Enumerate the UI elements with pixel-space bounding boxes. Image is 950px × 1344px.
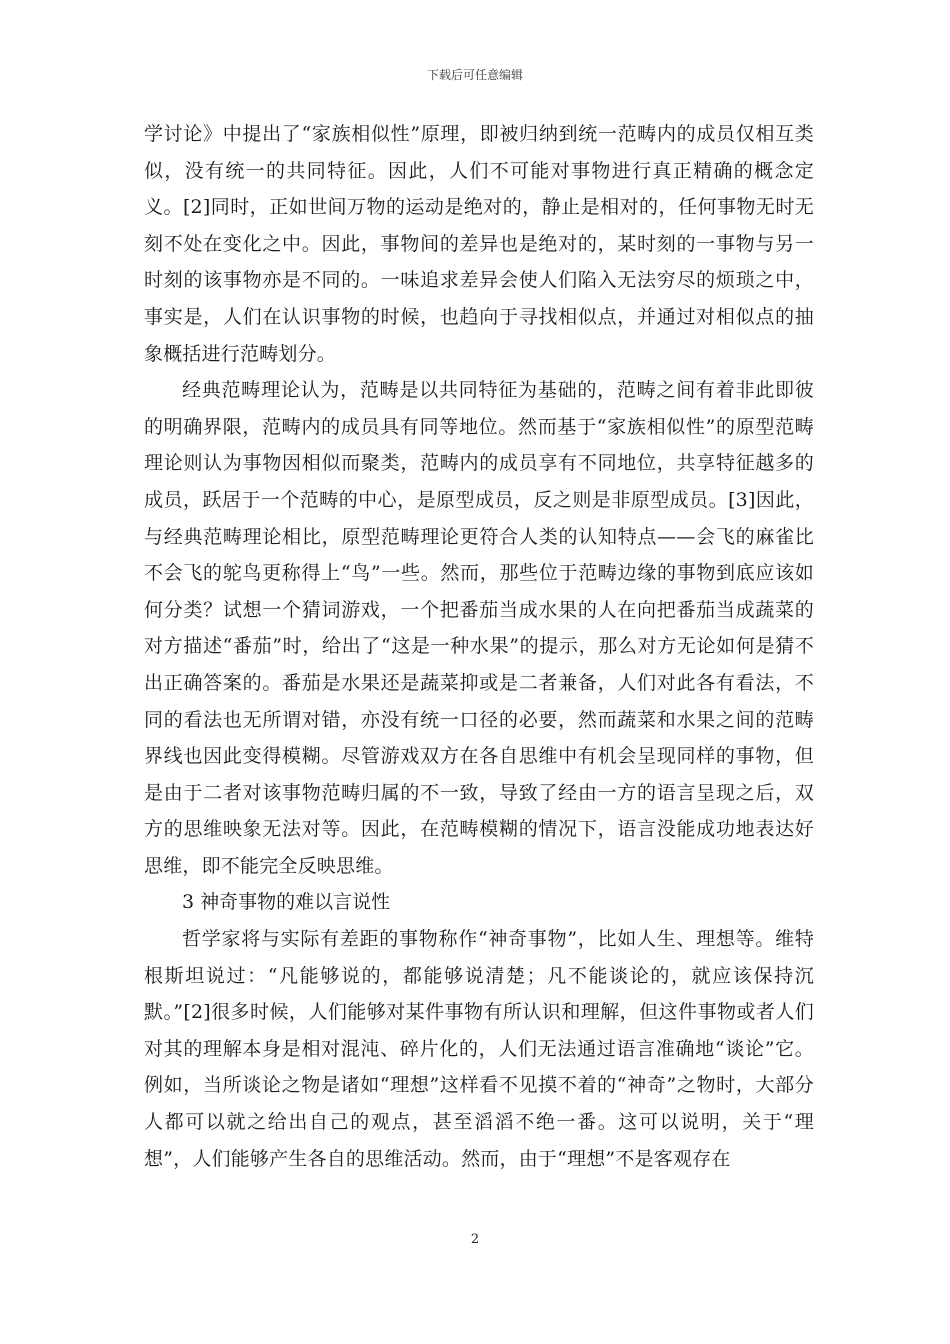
page-number: 2 [470,1232,480,1247]
paragraph-category-theory: 经典范畴理论认为，范畴是以共同特征为基础的，范畴之间有着非此即彼的明确界限，范畴内的成员具有同等地位。然而基于“家族相似性”的原型范畴理论则认为事物因相似而聚类，范畴内的成员享有不同地位，共享特征越多的成员，跃居于一个范畴的中心，是原型成员，反之则是非原型成员。[3]因此，与经典范畴理论相比，原型范畴理论更符合人类的认知特点——会飞的麻雀比不会飞的鸵鸟更称得上“鸟”一些。然而，那些位于范畴边缘的事物到底应该如何分类？试想一个猜词游戏，一个把番茄当成水果的人在向把番茄当成蔬菜的对方描述“番茄”时，给出了“这是一种水果”的提示，那么对方无论如何是猜不出正确答案的。番茄是水果还是蔬菜抑或是二者兼备，人们对此各有看法，不同的看法也无所谓对错，亦没有统一口径的必要，然而蔬菜和水果之间的范畴界线也因此变得模糊。尽管游戏双方在各自思维中有机会呈现同样的事物，但是由于二者对该事物范畴归属的不一致，导致了经由一方的语言呈现之后，双方的思维映象无法对等。因此，在范畴模糊的情况下，语言没能成功地表达好思维，即不能完全反映思维。 [144,379,814,877]
paragraph-continuation: 学讨论》中提出了“家族相似性”原理，即被归纳到统一范畴内的成员仅相互类似，没有统一的共同特征。因此，人们不可能对事物进行真正精确的概念定义。[2]同时，正如世间万物的运动是绝对的，静止是相对的，任何事物无时无刻不处在变化之中。因此，事物间的差异也是绝对的，某时刻的一事物与另一时刻的该事物亦是不同的。一味追求差异会使人们陷入无法穷尽的烦琐之中，事实是，人们在认识事物的时候，也趋向于寻找相似点，并通过对相似点的抽象概括进行范畴划分。 [144,123,814,365]
section-heading: 3 神奇事物的难以言说性 [182,891,391,914]
page-header: 下载后可任意编辑 [426,68,523,82]
body-text [144,116,814,1177]
paragraph-mystical-things: 哲学家将与实际有差距的事物称作“神奇事物”，比如人生、理想等。维特根斯坦说过：“凡能够说的，都能够说清楚；凡不能谈论的，就应该保持沉默。”[2]很多时候，人们能够对某件事物有所认识和理解，但这件事物或者人们对其的理解本身是相对混沌、碎片化的，人们无法通过语言准确地“谈论”它。例如，当所谈论之物是诸如“理想”这样看不见摸不着的“神奇”之物时，大部分人都可以就之给出自己的观点，甚至滔滔不绝一番。这可以说明，关于“理想”，人们能够产生各自的思维活动。然而，由于“理想”不是客观存在 [144,928,814,1170]
